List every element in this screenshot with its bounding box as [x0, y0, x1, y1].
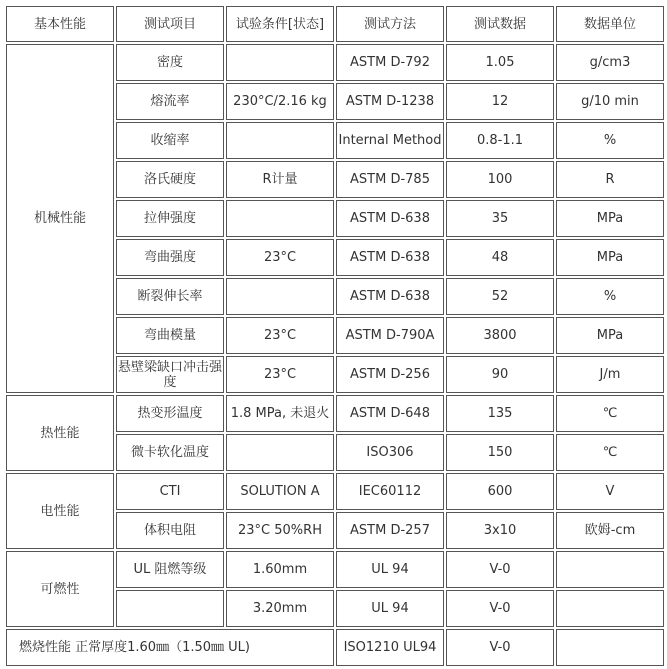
- item-cell: UL 阻燃等级: [116, 551, 224, 588]
- method-cell: ASTM D-638: [336, 239, 444, 276]
- header-unit: 数据单位: [556, 6, 664, 42]
- item-cell: 洛氏硬度: [116, 161, 224, 198]
- group-thermal: 热性能: [6, 395, 114, 471]
- unit-cell: MPa: [556, 200, 664, 237]
- unit-cell: R: [556, 161, 664, 198]
- table-row: [6, 44, 664, 81]
- item-cell: 断裂伸长率: [116, 278, 224, 315]
- unit-cell: [556, 551, 664, 588]
- unit-cell: [556, 590, 664, 627]
- value-cell: 35: [446, 200, 554, 237]
- header-row: [6, 6, 664, 42]
- table-row: [6, 395, 664, 432]
- value-cell: 3800: [446, 317, 554, 354]
- table-row-burning: [6, 629, 664, 666]
- header-test-value: 测试数据: [446, 6, 554, 42]
- unit-cell: [556, 629, 664, 666]
- unit-cell: %: [556, 278, 664, 315]
- condition-cell: [226, 278, 334, 315]
- condition-cell: [226, 44, 334, 81]
- value-cell: 12: [446, 83, 554, 120]
- condition-cell: R计量: [226, 161, 334, 198]
- item-cell: 拉伸强度: [116, 200, 224, 237]
- group-electrical: 电性能: [6, 473, 114, 549]
- value-cell: 3x10: [446, 512, 554, 549]
- header-basic-property: 基本性能: [6, 6, 114, 42]
- item-cell: 密度: [116, 44, 224, 81]
- condition-cell: 23°C: [226, 356, 334, 393]
- value-cell: 100: [446, 161, 554, 198]
- condition-cell: 1.8 MPa, 未退火: [226, 395, 334, 432]
- unit-cell: MPa: [556, 317, 664, 354]
- unit-cell: 欧姆-cm: [556, 512, 664, 549]
- item-cell: 热变形温度: [116, 395, 224, 432]
- header-test-condition: 试验条件[状态]: [226, 6, 334, 42]
- unit-cell: g/10 min: [556, 83, 664, 120]
- method-cell: ASTM D-792: [336, 44, 444, 81]
- value-cell: 600: [446, 473, 554, 510]
- method-cell: ISO1210 UL94: [336, 629, 444, 666]
- table-row: [6, 551, 664, 588]
- item-cell: CTI: [116, 473, 224, 510]
- item-cell: 收缩率: [116, 122, 224, 159]
- method-cell: ASTM D-648: [336, 395, 444, 432]
- unit-cell: %: [556, 122, 664, 159]
- method-cell: ASTM D-785: [336, 161, 444, 198]
- group-flammability: 可燃性: [6, 551, 114, 627]
- item-cell: 熔流率: [116, 83, 224, 120]
- condition-cell: [226, 200, 334, 237]
- method-cell: IEC60112: [336, 473, 444, 510]
- method-cell: ISO306: [336, 434, 444, 471]
- method-cell: ASTM D-638: [336, 200, 444, 237]
- condition-cell: [226, 122, 334, 159]
- method-cell: Internal Method: [336, 122, 444, 159]
- condition-cell: 3.20mm: [226, 590, 334, 627]
- group-mechanical: 机械性能: [6, 44, 114, 393]
- condition-cell: SOLUTION A: [226, 473, 334, 510]
- unit-cell: MPa: [556, 239, 664, 276]
- value-cell: V-0: [446, 590, 554, 627]
- item-cell: 悬壁梁缺口冲击强度: [116, 356, 224, 393]
- item-cell: 弯曲模量: [116, 317, 224, 354]
- value-cell: 90: [446, 356, 554, 393]
- condition-cell: 23°C: [226, 239, 334, 276]
- method-cell: UL 94: [336, 590, 444, 627]
- item-cell: 微卡软化温度: [116, 434, 224, 471]
- method-cell: ASTM D-638: [336, 278, 444, 315]
- condition-cell: 1.60mm: [226, 551, 334, 588]
- unit-cell: ℃: [556, 395, 664, 432]
- method-cell: ASTM D-256: [336, 356, 444, 393]
- unit-cell: V: [556, 473, 664, 510]
- header-test-method: 测试方法: [336, 6, 444, 42]
- value-cell: 150: [446, 434, 554, 471]
- burning-performance-label: 燃烧性能 正常厚度1.60㎜（1.50㎜ UL): [6, 629, 334, 666]
- value-cell: 48: [446, 239, 554, 276]
- unit-cell: J/m: [556, 356, 664, 393]
- value-cell: 1.05: [446, 44, 554, 81]
- method-cell: ASTM D-790A: [336, 317, 444, 354]
- value-cell: V-0: [446, 551, 554, 588]
- method-cell: ASTM D-257: [336, 512, 444, 549]
- unit-cell: g/cm3: [556, 44, 664, 81]
- condition-cell: 23°C: [226, 317, 334, 354]
- header-test-item: 测试项目: [116, 6, 224, 42]
- item-cell: [116, 590, 224, 627]
- value-cell: 0.8-1.1: [446, 122, 554, 159]
- table-row: [6, 473, 664, 510]
- item-cell: 体积电阻: [116, 512, 224, 549]
- value-cell: 52: [446, 278, 554, 315]
- method-cell: UL 94: [336, 551, 444, 588]
- method-cell: ASTM D-1238: [336, 83, 444, 120]
- condition-cell: 23°C 50%RH: [226, 512, 334, 549]
- value-cell: 135: [446, 395, 554, 432]
- condition-cell: 230°C/2.16 kg: [226, 83, 334, 120]
- value-cell: V-0: [446, 629, 554, 666]
- spec-table: [4, 4, 666, 668]
- item-cell: 弯曲强度: [116, 239, 224, 276]
- unit-cell: ℃: [556, 434, 664, 471]
- condition-cell: [226, 434, 334, 471]
